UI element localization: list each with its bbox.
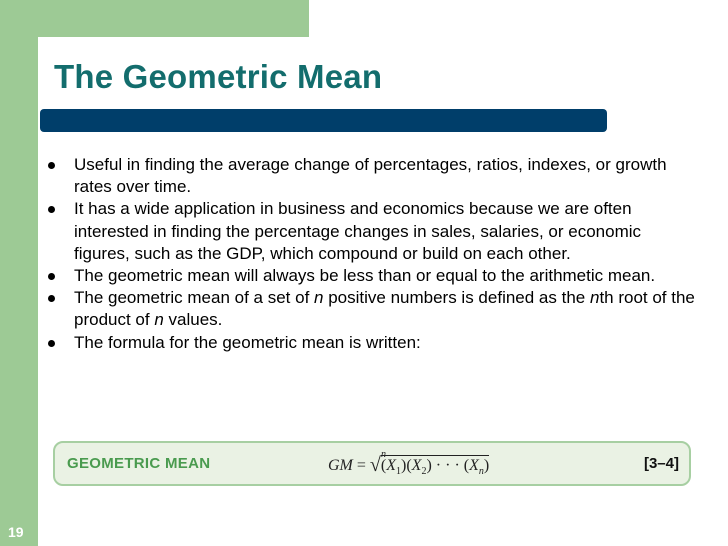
subscript: n (478, 466, 484, 478)
formula-box (53, 441, 691, 486)
bullet-list (46, 154, 696, 354)
bullet-text: The geometric mean of a set of (74, 288, 315, 308)
bullet-item: The geometric mean will always be less than or equal to the arithmetic mean. (46, 265, 696, 287)
slide-number: 19 (8, 524, 24, 540)
variable-x: X (469, 457, 479, 474)
bullet-text: th root of the product of (74, 288, 695, 330)
formula-equals: = (352, 457, 370, 474)
variable-n: n (154, 310, 164, 330)
variable-x: X (411, 457, 422, 474)
bullet-item: It has a wide application in business and economics because we are often interested in finding the percentage changes in sales, salaries, or economic figures, such as the GDP, which compound or build on each other. (46, 198, 696, 265)
bullet-item: Useful in finding the average change of percentages, ratios, indexes, or growth rates over time. (46, 154, 696, 198)
frame-left-strip (0, 0, 38, 546)
root-index: n (381, 449, 386, 460)
bullet-text: values. (163, 310, 223, 330)
radicand: $(X_1)(X_2)$ · · · $(X_n)$ (380, 457, 490, 478)
bullet-item: The formula for the geometric mean is written: (46, 332, 696, 354)
variable-x: X (386, 457, 397, 474)
subscript: 1 (396, 466, 402, 478)
ellipsis: · · · (431, 457, 464, 474)
geometric-mean-formula (328, 449, 490, 478)
bullet-text: positive numbers is defined as the (323, 288, 590, 308)
formula-lhs: GM (328, 457, 353, 474)
bullet-item (46, 287, 696, 331)
slide-title: The Geometric Mean (54, 58, 383, 95)
subscript: 2 (421, 466, 427, 478)
radical-sign: √ (369, 454, 381, 476)
equation-number: [3–4] (643, 455, 679, 472)
variable-n: n (314, 288, 324, 308)
frame-top-strip (0, 0, 309, 37)
variable-n: n (589, 288, 600, 308)
title-underline-bar (40, 109, 607, 132)
formula-label: GEOMETRIC MEAN (67, 455, 211, 472)
